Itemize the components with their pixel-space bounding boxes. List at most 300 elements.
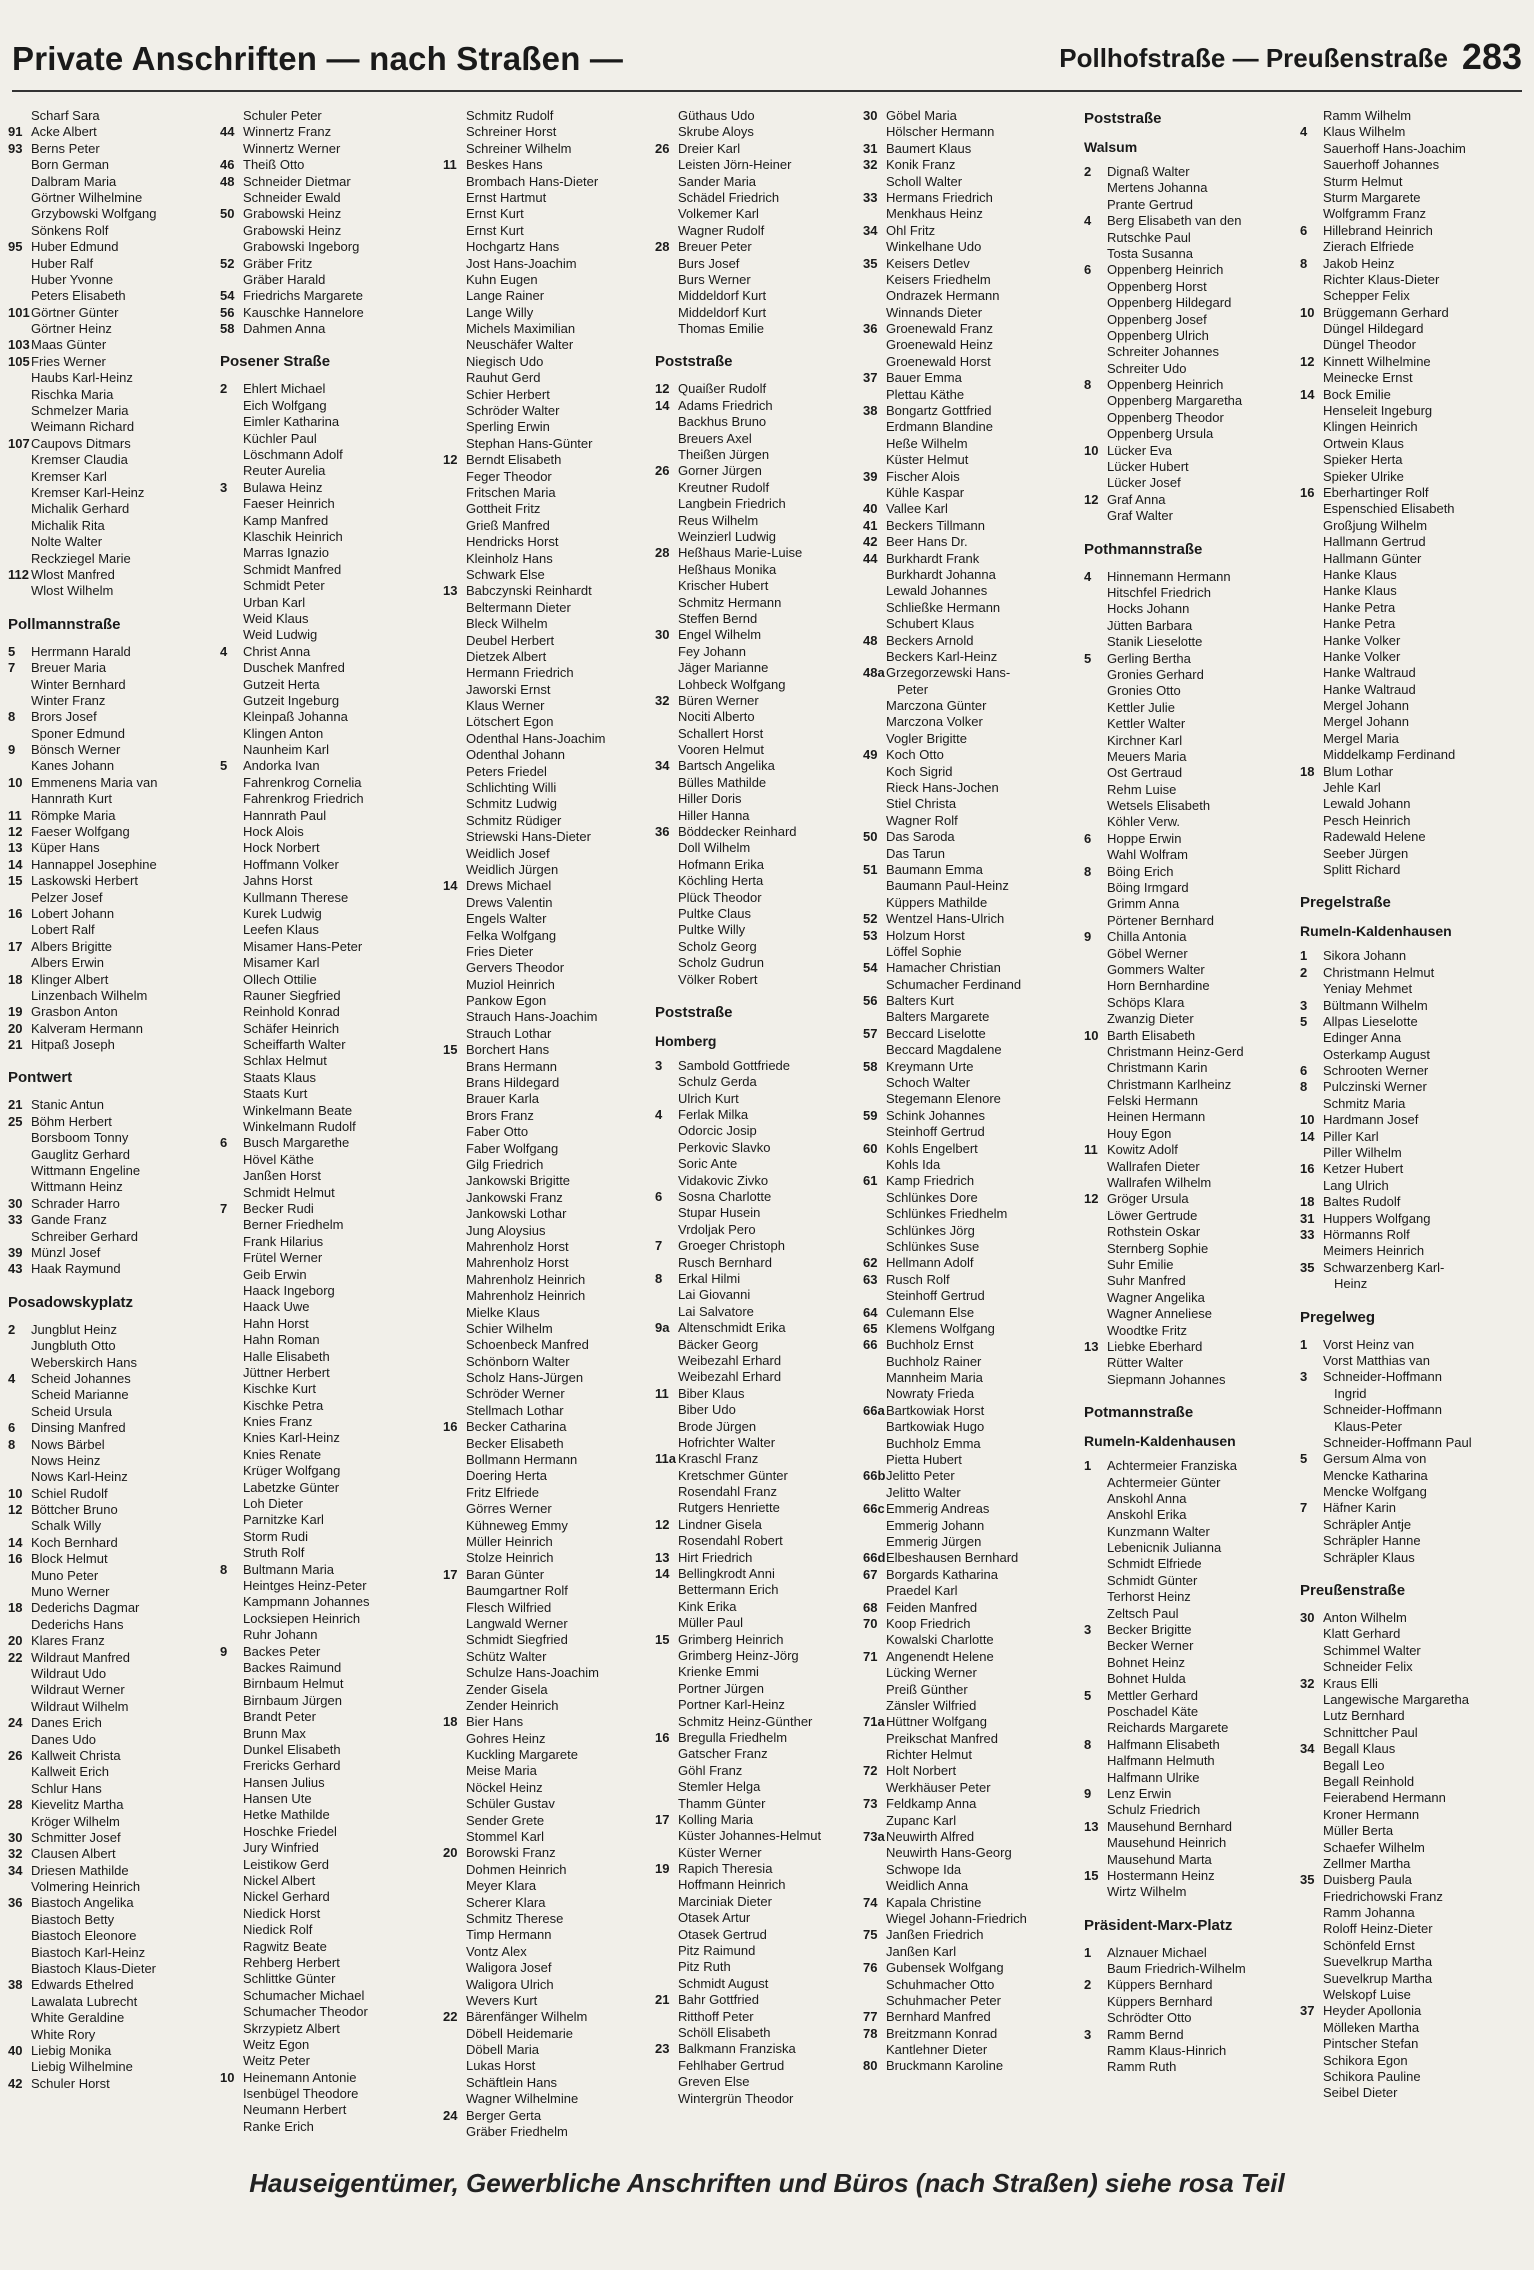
- resident-name: Terhorst Heinz: [1107, 1589, 1191, 1605]
- list-item: [863, 1190, 1093, 1206]
- street-heading: Pollmannstraße: [8, 615, 121, 633]
- resident-name: Hanke Klaus: [1323, 566, 1397, 582]
- resident-name: Gande Franz: [31, 1212, 107, 1228]
- resident-name: Schlur Hans: [31, 1780, 102, 1796]
- resident-name: Zwanzig Dieter: [1107, 1011, 1194, 1027]
- resident-name: Grasbon Anton: [31, 1004, 118, 1020]
- list-item: [655, 840, 875, 856]
- resident-name: Böttcher Bruno: [31, 1502, 118, 1518]
- resident-name: Knies Renate: [243, 1446, 322, 1462]
- resident-name: Becker Brigitte: [1107, 1622, 1192, 1638]
- list-item: [1084, 230, 1319, 246]
- list-item: [8, 1535, 218, 1551]
- list-item: [1084, 1028, 1319, 1044]
- resident-name: Fries Dieter: [466, 943, 534, 959]
- list-item: [443, 1796, 663, 1812]
- resident-name: Sambold Gottfriede: [678, 1057, 791, 1073]
- list-item: [8, 726, 218, 742]
- resident-name: Liebig Wilhelmine: [31, 2059, 133, 2075]
- resident-name: Krüger Wolfgang: [243, 1463, 341, 1479]
- list-item: [1300, 1774, 1526, 1790]
- list-item: [443, 1501, 663, 1517]
- resident-name: Bettermann Erich: [678, 1582, 779, 1598]
- house-number: 35: [863, 255, 878, 271]
- resident-name: Meuers Maria: [1107, 748, 1187, 764]
- list-item: [863, 1354, 1093, 1370]
- resident-name: Küster Helmut: [886, 452, 969, 468]
- resident-name: Hardmann Josef: [1323, 1112, 1419, 1128]
- resident-name: Schmitz Heinz-Günther: [678, 1713, 813, 1729]
- list-item: [1300, 206, 1526, 222]
- list-item: [655, 1435, 875, 1451]
- list-item: [443, 977, 663, 993]
- list-item: [8, 857, 218, 873]
- house-number: 32: [863, 157, 878, 173]
- house-number: 43: [8, 1261, 23, 1277]
- list-item: [1084, 1257, 1319, 1273]
- house-number: 25: [8, 1113, 23, 1129]
- house-number: 3: [220, 479, 228, 495]
- list-item: [8, 1261, 218, 1277]
- list-item: [1084, 1802, 1319, 1818]
- list-item: [8, 1212, 218, 1228]
- list-item: [1300, 2036, 1526, 2052]
- list-item: [1084, 1753, 1319, 1769]
- resident-name: Bongartz Gottfried: [886, 403, 992, 419]
- list-item: [1084, 749, 1319, 765]
- list-item: [863, 1223, 1093, 1239]
- list-item: [1084, 667, 1319, 683]
- list-item: [220, 124, 442, 140]
- street-heading: Pothmannstraße: [1084, 540, 1203, 558]
- list-item: [655, 1386, 875, 1402]
- list-item: [863, 1829, 1093, 1845]
- list-item: [863, 600, 1093, 616]
- resident-name: Hochgartz Hans: [466, 239, 560, 255]
- list-item: [220, 2037, 442, 2053]
- list-item: [220, 578, 442, 594]
- house-number: 1: [1300, 948, 1308, 964]
- list-item: [220, 1250, 442, 1266]
- house-number: 3: [1084, 1622, 1092, 1638]
- list-item: [863, 354, 1093, 370]
- list-item: [443, 1977, 663, 1993]
- list-item: [8, 1037, 218, 1053]
- resident-name: Berndt Elisabeth: [466, 452, 562, 468]
- resident-name: Ollech Ottilie: [243, 971, 317, 987]
- house-number: 20: [443, 1845, 458, 1861]
- resident-name: Rothstein Oskar: [1107, 1224, 1201, 1240]
- list-item: [655, 1369, 875, 1385]
- list-item: [1084, 896, 1319, 912]
- list-item: [863, 239, 1093, 255]
- house-number: 4: [1084, 213, 1092, 229]
- list-item: [443, 288, 663, 304]
- list-item: [863, 911, 1093, 927]
- list-item: [220, 272, 442, 288]
- list-item: [863, 370, 1093, 386]
- resident-name: Schoenbeck Manfred: [466, 1337, 589, 1353]
- list-item: [655, 463, 875, 479]
- resident-name: Wagner Wilhelmine: [466, 2091, 579, 2107]
- resident-name: Fey Johann: [678, 643, 746, 659]
- list-item: [443, 1436, 663, 1452]
- resident-name: Mannheim Maria: [886, 1370, 983, 1386]
- house-number: 7: [8, 660, 16, 676]
- resident-name: Rosendahl Franz: [678, 1484, 777, 1500]
- list-item: [8, 1600, 218, 1616]
- list-item: [655, 1500, 875, 1516]
- resident-name: Kirchner Karl: [1107, 732, 1183, 748]
- resident-name: Großjung Wilhelm: [1323, 517, 1428, 533]
- list-item: [863, 288, 1093, 304]
- list-item: [1084, 1355, 1319, 1371]
- resident-name: Huppers Wolfgang: [1323, 1210, 1431, 1226]
- list-item: [655, 1353, 875, 1369]
- resident-name: Grzegorzewski Hans-: [886, 665, 1011, 681]
- list-item: [863, 1239, 1093, 1255]
- list-item: [443, 1255, 663, 1271]
- resident-name: Osterkamp August: [1323, 1046, 1430, 1062]
- resident-name: Hansen Julius: [243, 1774, 325, 1790]
- resident-name: Göbel Werner: [1107, 945, 1188, 961]
- house-number: 62: [863, 1255, 878, 1271]
- list-item: [1300, 2020, 1526, 2036]
- list-item: [220, 1857, 442, 1873]
- resident-name: Schneider Dietmar: [243, 173, 351, 189]
- list-item: [1300, 387, 1526, 403]
- resident-name: Kischke Kurt: [243, 1381, 316, 1397]
- resident-name: Brandt Peter: [243, 1709, 316, 1725]
- resident-name: Marczona Günter: [886, 698, 987, 714]
- resident-name: Culemann Else: [886, 1304, 975, 1320]
- column-3: [443, 108, 663, 2168]
- resident-name: Brunn Max: [243, 1725, 306, 1741]
- house-number: 26: [8, 1747, 23, 1763]
- resident-name: Ruhr Johann: [243, 1627, 318, 1643]
- resident-name: Lai Giovanni: [678, 1287, 751, 1303]
- list-item: [443, 452, 663, 468]
- resident-name: Brans Hermann: [466, 1058, 558, 1074]
- list-item: [1084, 1961, 1319, 1977]
- list-item: [8, 775, 218, 791]
- resident-name: Friedrichowski Franz: [1323, 1888, 1443, 1904]
- resident-name: Hocks Johann: [1107, 601, 1190, 617]
- list-item: [443, 174, 663, 190]
- list-item: [655, 1517, 875, 1533]
- list-item: [8, 808, 218, 824]
- list-item: [1300, 1971, 1526, 1987]
- resident-name: Labetzke Günter: [243, 1479, 340, 1495]
- resident-name: Schmidt Peter: [243, 578, 325, 594]
- list-item: [8, 1196, 218, 1212]
- resident-name: Duisberg Paula: [1323, 1872, 1412, 1888]
- resident-name: Buchholz Rainer: [886, 1353, 982, 1369]
- resident-name: Grabowski Heinz: [243, 206, 342, 222]
- house-number: 20: [8, 1633, 23, 1649]
- list-item: [220, 758, 442, 774]
- list-item: [1084, 344, 1319, 360]
- list-item: [1300, 2085, 1526, 2101]
- list-item: [863, 796, 1093, 812]
- house-number: 23: [655, 2041, 670, 2057]
- resident-name: Wlost Manfred: [31, 566, 115, 582]
- resident-name: Hannrath Kurt: [31, 791, 112, 807]
- list-item: [220, 1267, 442, 1283]
- list-item: [655, 157, 878, 173]
- list-item: [1300, 1386, 1526, 1402]
- house-number: 72: [863, 1763, 878, 1779]
- list-item: [1084, 683, 1319, 699]
- resident-name: Döbell Maria: [466, 2042, 539, 2058]
- resident-name: Pietta Hubert: [886, 1452, 962, 1468]
- house-number: 2: [1300, 964, 1308, 980]
- list-item: [1084, 1868, 1319, 1884]
- list-item: [1084, 1491, 1319, 1507]
- list-item: [8, 890, 218, 906]
- list-item: [863, 1813, 1093, 1829]
- list-item: [443, 534, 663, 550]
- house-number: 66a: [863, 1402, 885, 1418]
- resident-name: Schuler Horst: [31, 2075, 110, 2091]
- house-number: 65: [863, 1320, 878, 1336]
- resident-name: Sperling Erwin: [466, 419, 550, 435]
- house-number: 2: [8, 1321, 16, 1337]
- resident-name: Dalbram Maria: [31, 173, 117, 189]
- resident-name: Haack Uwe: [243, 1299, 310, 1315]
- resident-name: Weinzierl Ludwig: [678, 528, 777, 544]
- list-item: [8, 1371, 218, 1387]
- resident-name: Hölscher Hermann: [886, 124, 995, 140]
- house-number: 50: [863, 829, 878, 845]
- resident-name: Koch Bernhard: [31, 1534, 118, 1550]
- district-heading: Rumeln-Kaldenhausen: [1084, 1433, 1236, 1450]
- house-number: 9: [1084, 1785, 1092, 1801]
- list-item: [1300, 2053, 1526, 2069]
- list-item: [1084, 443, 1319, 459]
- resident-name: Ragwitz Beate: [243, 1938, 327, 1954]
- house-number: 12: [443, 452, 458, 468]
- resident-name: Oppenberg Heinrich: [1107, 377, 1224, 393]
- resident-name: Schneider Felix: [1323, 1659, 1413, 1675]
- list-item: [220, 1135, 442, 1151]
- house-number: 30: [8, 1829, 23, 1845]
- list-item: [220, 1398, 442, 1414]
- resident-name: Huber Yvonne: [31, 271, 114, 287]
- resident-name: Peter: [897, 681, 929, 697]
- resident-name: Koop Friedrich: [886, 1615, 971, 1631]
- list-item: [1300, 747, 1526, 763]
- resident-name: Faeser Heinrich: [243, 496, 335, 512]
- resident-name: Stephan Hans-Günter: [466, 435, 593, 451]
- resident-name: Achtermeier Franziska: [1107, 1458, 1238, 1474]
- resident-name: Stanic Antun: [31, 1097, 104, 1113]
- resident-name: Schönfeld Ernst: [1323, 1937, 1415, 1953]
- list-item: [863, 1321, 1093, 1337]
- resident-name: Schlichting Willi: [466, 780, 557, 796]
- list-item: [220, 660, 442, 676]
- resident-name: Janßen Friedrich: [886, 1927, 984, 1943]
- resident-name: Scheid Marianne: [31, 1387, 129, 1403]
- list-item: [655, 1926, 878, 1943]
- list-item: [1300, 419, 1526, 435]
- list-item: [8, 108, 218, 124]
- street-heading: Potmannstraße: [1084, 1404, 1194, 1422]
- resident-name: Bönsch Werner: [31, 742, 121, 758]
- resident-name: Mahrenholz Horst: [466, 1238, 569, 1254]
- list-item: [443, 1173, 663, 1189]
- resident-name: Liebig Monika: [31, 2042, 112, 2058]
- list-item: [443, 764, 663, 780]
- list-item: [655, 1484, 875, 1500]
- resident-name: Lohbeck Wolfgang: [678, 676, 786, 692]
- resident-name: Biber Udo: [678, 1402, 736, 1418]
- list-item: [443, 2124, 663, 2140]
- list-item: [220, 1955, 442, 1971]
- resident-name: Erdmann Blandine: [886, 419, 993, 435]
- list-item: [443, 1780, 663, 1796]
- street-heading: Preußenstraße: [1300, 1582, 1406, 1600]
- house-number: 52: [220, 255, 235, 271]
- resident-name: Mölleken Martha: [1323, 2019, 1420, 2035]
- resident-name: Schmidt Siegfried: [466, 1632, 568, 1648]
- list-item: [8, 906, 218, 922]
- resident-name: Jelitto Peter: [886, 1468, 955, 1484]
- resident-name: Portner Karl-Heinz: [678, 1697, 785, 1713]
- house-number: 44: [863, 550, 878, 566]
- resident-name: Schmidt Manfred: [243, 561, 342, 577]
- list-item: [220, 239, 442, 255]
- list-item: [443, 1698, 663, 1714]
- list-item: [8, 157, 218, 173]
- list-item: [1084, 262, 1319, 278]
- resident-name: Beltermann Dieter: [466, 599, 571, 615]
- list-item: [863, 305, 1093, 321]
- list-item: [8, 1994, 218, 2010]
- list-item: [443, 616, 663, 632]
- resident-name: Baum Friedrich-Wilhelm: [1107, 1961, 1246, 1977]
- list-item: [863, 256, 1093, 272]
- list-item: [655, 742, 875, 758]
- resident-name: Feierabend Hermann: [1323, 1790, 1446, 1806]
- list-item: [220, 1480, 442, 1496]
- resident-name: Barth Elisabeth: [1107, 1027, 1196, 1043]
- list-item: [8, 1699, 218, 1715]
- resident-name: Bartsch Angelika: [678, 758, 775, 774]
- house-number: 28: [655, 239, 670, 255]
- list-item: [1084, 1622, 1319, 1638]
- resident-name: Reus Wilhelm: [678, 512, 759, 528]
- list-item: [655, 255, 878, 272]
- resident-name: Begall Klaus: [1323, 1741, 1396, 1757]
- list-item: [443, 485, 663, 501]
- resident-name: Doll Wilhelm: [678, 840, 751, 856]
- resident-name: Beckers Karl-Heinz: [886, 648, 998, 664]
- list-item: [1084, 1655, 1319, 1671]
- house-number: 14: [443, 878, 458, 894]
- resident-name: Krischer Hubert: [678, 578, 769, 594]
- list-item: [8, 1322, 218, 1338]
- list-item: [8, 1912, 218, 1928]
- resident-name: Brors Josef: [31, 709, 97, 725]
- resident-name: Winnands Dieter: [886, 304, 983, 320]
- list-item: [220, 545, 442, 561]
- list-item: [443, 419, 663, 435]
- list-item: [863, 682, 1093, 698]
- list-item: [863, 1468, 1093, 1484]
- resident-name: Nolte Walter: [31, 534, 103, 550]
- list-item: [443, 370, 663, 386]
- resident-name: Birnbaum Helmut: [243, 1676, 344, 1692]
- list-item: [220, 1053, 442, 1069]
- house-number: 77: [863, 2009, 878, 2025]
- list-item: [863, 665, 1093, 681]
- resident-name: Marczona Volker: [886, 714, 983, 730]
- resident-name: Eich Wolfgang: [243, 397, 327, 413]
- house-number: 10: [1300, 1112, 1315, 1128]
- list-item: [1300, 1692, 1526, 1708]
- resident-name: Schmitter Josef: [31, 1829, 121, 1845]
- list-item: [8, 141, 218, 157]
- resident-name: Rutschke Paul: [1107, 229, 1191, 245]
- resident-name: Michels Maximilian: [466, 321, 576, 337]
- list-item: [220, 1152, 442, 1168]
- list-item: [863, 1632, 1093, 1648]
- house-number: 8: [1084, 1736, 1092, 1752]
- list-item: [443, 1878, 663, 1894]
- list-item: [8, 190, 218, 206]
- list-item: [1084, 1191, 1319, 1207]
- house-number: 39: [8, 1245, 23, 1260]
- list-item: [1300, 616, 1526, 632]
- list-item: [1300, 829, 1526, 845]
- list-item: [443, 1305, 663, 1321]
- list-item: [8, 1114, 218, 1130]
- list-item: [863, 714, 1093, 730]
- resident-name: Vallee Karl: [886, 501, 948, 517]
- list-item: [220, 890, 442, 906]
- resident-name: Schröder Werner: [466, 1386, 565, 1402]
- list-item: [1300, 305, 1526, 321]
- house-number: 6: [1084, 830, 1092, 846]
- list-item: [1300, 272, 1526, 288]
- resident-name: Wildraut Udo: [31, 1665, 107, 1681]
- resident-name: Balters Kurt: [886, 993, 954, 1009]
- list-item: [443, 1468, 663, 1484]
- resident-name: Christmann Karlheinz: [1107, 1076, 1232, 1092]
- list-item: [8, 1879, 218, 1895]
- list-item: [220, 1611, 442, 1627]
- resident-name: Achtermeier Günter: [1107, 1474, 1221, 1490]
- list-item: [220, 1283, 442, 1299]
- list-item: [443, 1206, 663, 1222]
- list-item: [1300, 256, 1526, 272]
- list-item: [220, 906, 442, 922]
- house-number: 95: [8, 239, 23, 255]
- list-item: [443, 1075, 663, 1091]
- list-item: [220, 693, 442, 709]
- list-item: [655, 1091, 875, 1107]
- house-number: 73: [863, 1796, 878, 1812]
- list-item: [863, 944, 1093, 960]
- list-item: [655, 2024, 878, 2041]
- resident-name: Dahmen Anna: [243, 321, 326, 337]
- list-item: [1300, 452, 1526, 468]
- resident-name: Scheid Ursula: [31, 1403, 112, 1419]
- list-item: [1084, 1977, 1319, 1993]
- house-number: 37: [863, 370, 878, 386]
- list-item: [1084, 946, 1319, 962]
